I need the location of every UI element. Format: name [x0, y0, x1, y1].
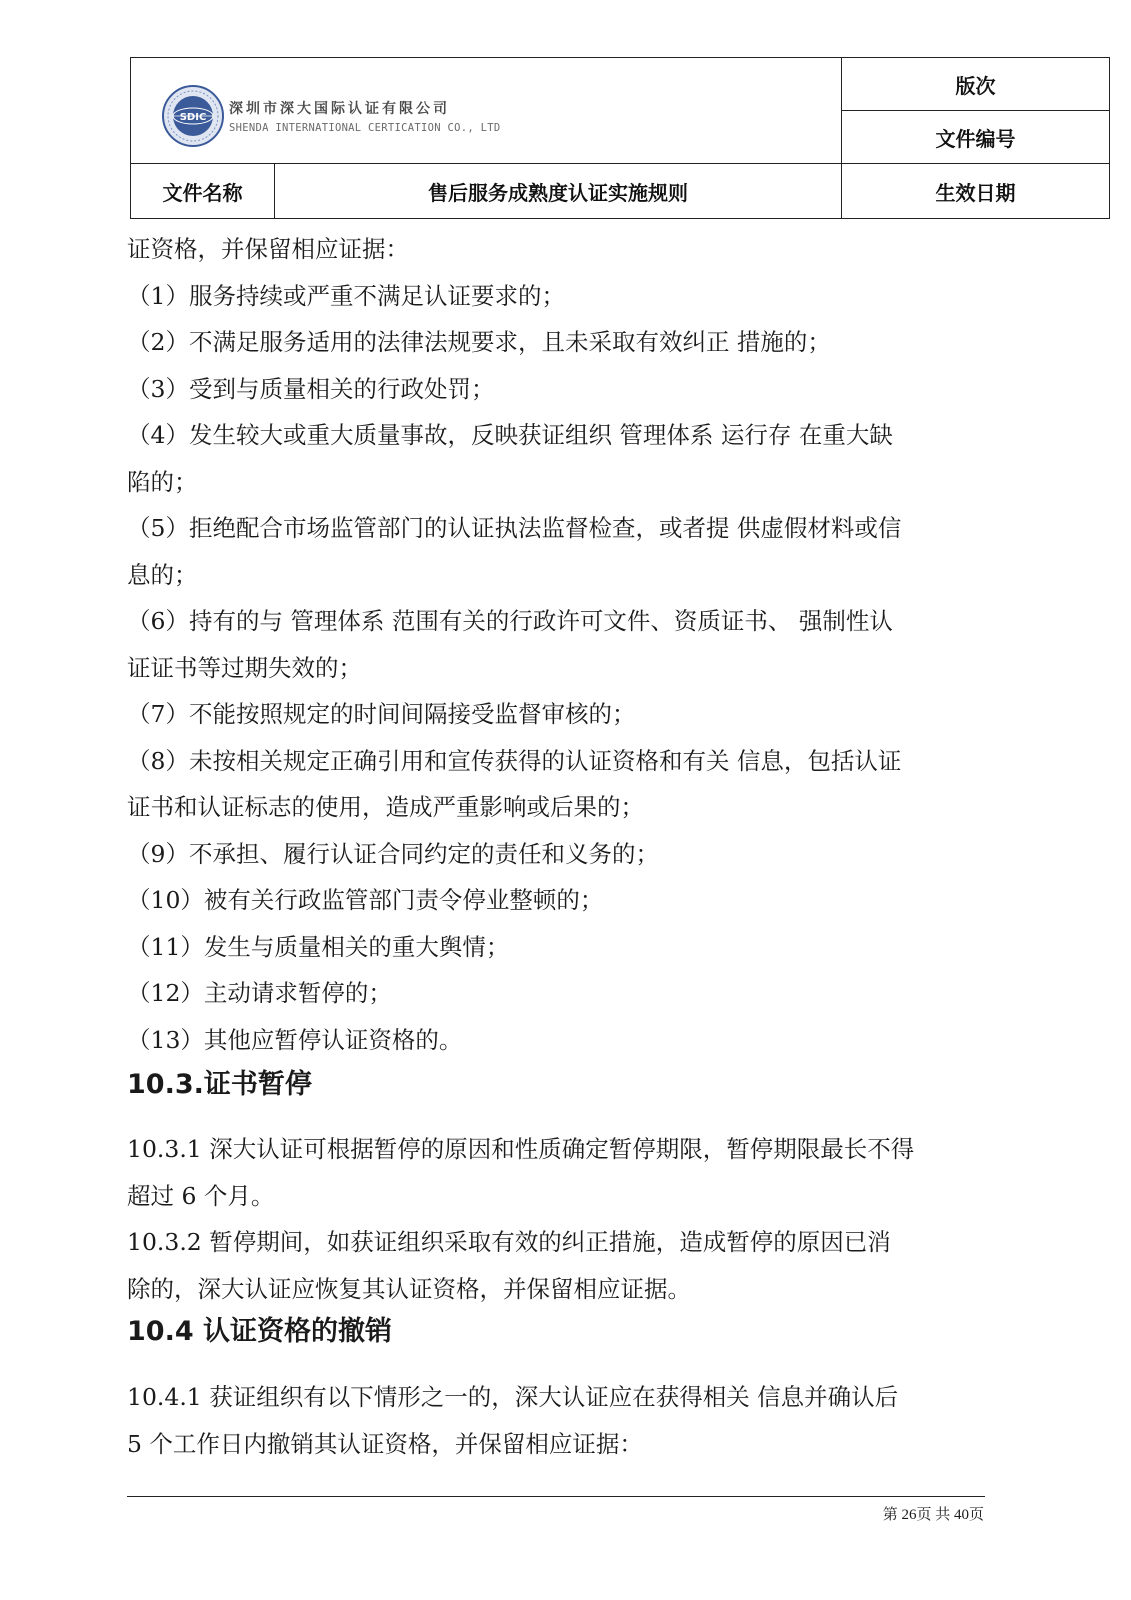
paragraph-10-4-1-cont: 5 个工作日内撤销其认证资格，并保留相应证据： [127, 1429, 643, 1458]
company-logo [161, 84, 500, 148]
doc-name: 售后服务成熟度认证实施规则 [275, 164, 842, 219]
list-item: （6）持有的与 管理体系 范围有关的行政许可文件、资质证书、 强制性认 [127, 607, 893, 635]
paragraph-10-4-1: 10.4.1 获证组织有以下情形之一的，深大认证应在获得相关 信息并确认后 [127, 1383, 899, 1411]
doc-name-label: 文件名称 [131, 164, 275, 219]
list-item: （8）未按相关规定正确引用和宣传获得的认证资格和有关 信息，包括认证 [127, 746, 902, 775]
list-item: （7）不能按照规定的时间间隔接受监督审核的； [127, 700, 636, 728]
page-number: 第 26页 共 40页 [882, 1507, 984, 1523]
paragraph-10-3-1: 10.3.1 深大认证可根据暂停的原因和性质确定暂停期限，暂停期限最长不得 [127, 1135, 915, 1163]
list-item: （9）不承担、履行认证合同约定的责任和义务的； [127, 839, 659, 868]
list-item: （3）受到与质量相关的行政处罚； [127, 374, 495, 403]
doc-number-label: 文件编号 [842, 111, 1110, 164]
effective-date-label: 生效日期 [842, 164, 1110, 219]
list-item: （2）不满足服务适用的法律法规要求，且未采取有效纠正 措施的； [127, 328, 831, 356]
company-name-en: SHENDA INTERNATIONAL CERTICATION CO., LTD [229, 122, 501, 134]
list-item: （10）被有关行政监管部门责令停业整顿的； [127, 886, 604, 914]
list-item: （12）主动请求暂停的； [127, 979, 392, 1007]
section-heading-10-4: 10.4 认证资格的撤销 [127, 1316, 393, 1347]
company-logo-cell [131, 58, 842, 164]
intro-text: 证资格，并保留相应证据： [127, 235, 409, 263]
list-item: 息的； [127, 560, 198, 589]
document-body [127, 226, 987, 1467]
list-item: （1）服务持续或严重不满足认证要求的； [127, 281, 565, 310]
list-item: （5）拒绝配合市场监管部门的认证执法监督检查，或者提 供虚假材料或信 [127, 514, 902, 542]
list-item: 陷的； [127, 467, 198, 496]
section-heading-10-3: 10.3.证书暂停 [127, 1069, 312, 1100]
paragraph-10-3-2-cont: 除的，深大认证应恢复其认证资格，并保留相应证据。 [127, 1274, 691, 1303]
paragraph-10-3-1-cont: 超过 6 个月。 [127, 1181, 275, 1210]
version-label: 版次 [842, 58, 1110, 111]
list-item: （13）其他应暂停认证资格的。 [127, 1025, 463, 1054]
list-item: （4）发生较大或重大质量事故，反映获证组织 管理体系 运行存 在重大缺 [127, 421, 893, 449]
svg-text:SDIC: SDIC [179, 112, 207, 123]
footer-divider [127, 1496, 985, 1497]
company-name-cn: 深圳市深大国际认证有限公司 [229, 101, 450, 117]
list-item: 证书和认证标志的使用，造成严重影响或后果的； [127, 793, 644, 821]
document-header-table [130, 57, 1110, 219]
list-item: 证证书等过期失效的； [127, 653, 362, 682]
company-seal-icon [161, 84, 225, 148]
paragraph-10-3-2: 10.3.2 暂停期间，如获证组织采取有效的纠正措施，造成暂停的原因已消 [127, 1228, 891, 1256]
list-item: （11）发生与质量相关的重大舆情； [127, 932, 510, 961]
